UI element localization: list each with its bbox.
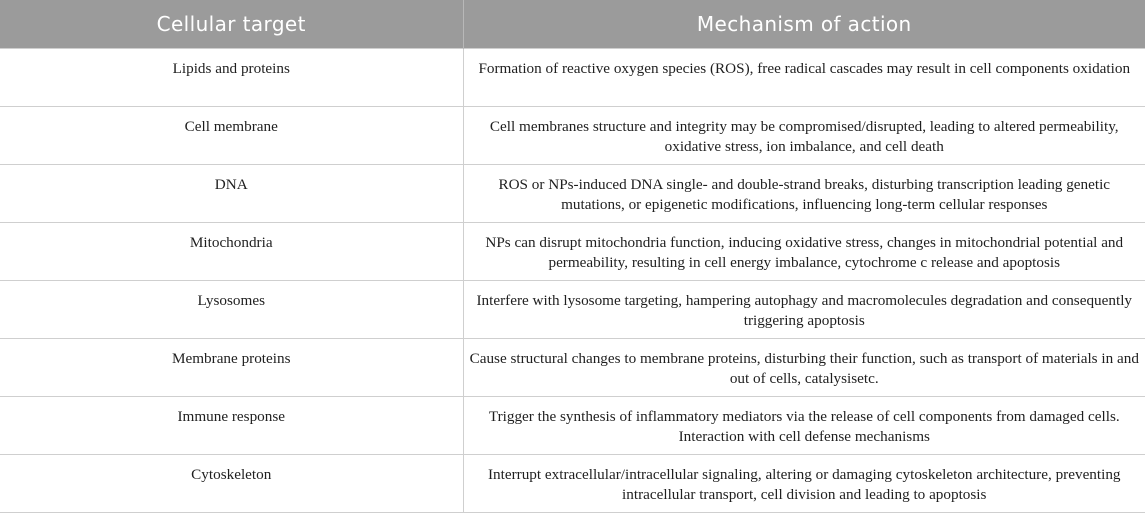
mechanism-cell: Interrupt extracellular/intracellular signaling, altering or damaging cytoskeleton architecture, preventing intracellular transport, cell division and leading to apoptosis — [463, 455, 1145, 513]
header-cellular-target: Cellular target — [0, 0, 463, 49]
cellular-target-cell: Mitochondria — [0, 223, 463, 281]
mechanism-cell: Trigger the synthesis of inflammatory mediators via the release of cell components from damaged cells. Interaction with cell defense mechanisms — [463, 397, 1145, 455]
cellular-target-cell: Cell membrane — [0, 107, 463, 165]
table-body — [0, 49, 1145, 513]
table-row — [0, 281, 1145, 339]
mechanism-cell: Cell membranes structure and integrity may be compromised/disrupted, leading to altered permeability, oxidative stress, ion imbalance, and cell death — [463, 107, 1145, 165]
header-mechanism-of-action: Mechanism of action — [463, 0, 1145, 49]
mechanism-cell: NPs can disrupt mitochondria function, inducing oxidative stress, changes in mitochondrial potential and permeability, resulting in cell energy imbalance, cytochrome c release and apoptosis — [463, 223, 1145, 281]
table-row — [0, 49, 1145, 107]
mechanism-cell: Interfere with lysosome targeting, hampering autophagy and macromolecules degradation and consequently triggering apoptosis — [463, 281, 1145, 339]
cellular-target-cell: Lysosomes — [0, 281, 463, 339]
cellular-target-cell: Lipids and proteins — [0, 49, 463, 107]
cellular-target-cell: DNA — [0, 165, 463, 223]
mechanism-cell: ROS or NPs-induced DNA single- and double-strand breaks, disturbing transcription leading genetic mutations, or epigenetic modifications, influencing long-term cellular responses — [463, 165, 1145, 223]
mechanism-cell: Cause structural changes to membrane proteins, disturbing their function, such as transport of materials in and out of cells, catalysisetc. — [463, 339, 1145, 397]
header-row — [0, 0, 1145, 49]
table-row — [0, 223, 1145, 281]
table-row — [0, 397, 1145, 455]
cellular-target-cell: Cytoskeleton — [0, 455, 463, 513]
table-header — [0, 0, 1145, 49]
table-row — [0, 107, 1145, 165]
table-row — [0, 455, 1145, 513]
cellular-target-cell: Immune response — [0, 397, 463, 455]
table-row — [0, 339, 1145, 397]
mechanism-cell: Formation of reactive oxygen species (ROS), free radical cascades may result in cell components oxidation — [463, 49, 1145, 107]
table-row — [0, 165, 1145, 223]
cellular-target-cell: Membrane proteins — [0, 339, 463, 397]
